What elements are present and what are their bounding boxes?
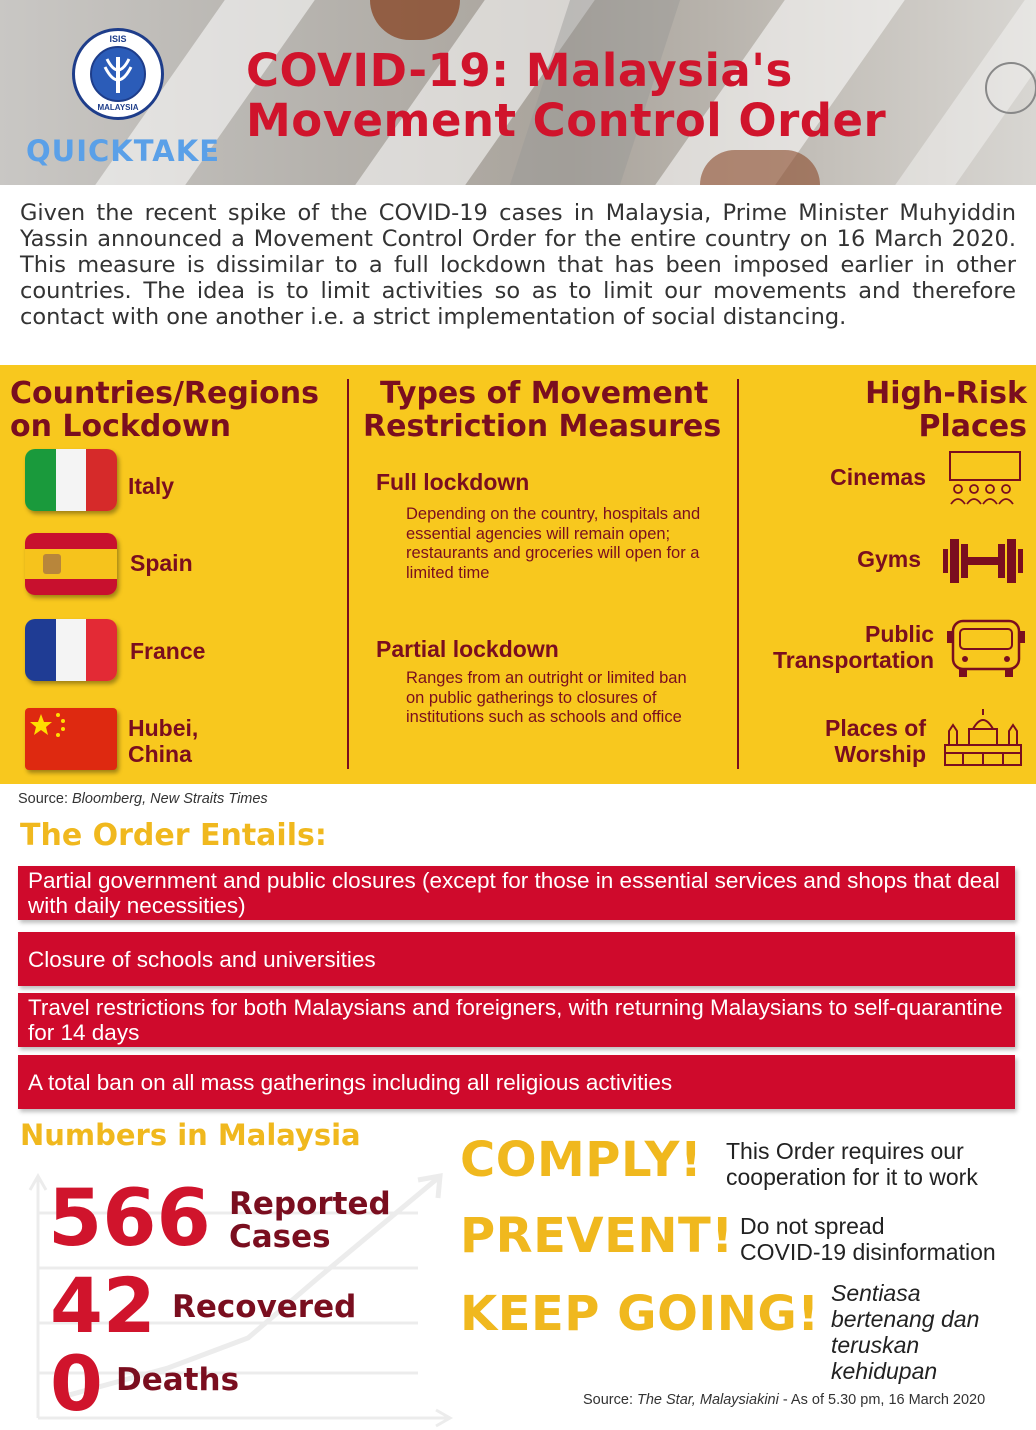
isis-logo [72,28,164,120]
order-entails-title: The Order Entails: [20,818,327,853]
reported-label-line1: Reported [229,1186,391,1222]
reported-label-line2: Cases [229,1219,331,1255]
places-heading-line1: High-Risk [865,376,1027,411]
order-item: Closure of schools and universities [18,932,1015,986]
source-text: Bloomberg, New Straits Times [72,791,268,807]
country-italy: Italy [128,473,175,499]
cinema-icon [944,449,1026,509]
country-spain: Spain [130,550,193,576]
intro-paragraph: Given the recent spike of the COVID-19 cases in Malaysia, Prime Minister Muhyiddin Yassin announced a Movement Control Order for the entire country on 16 March 2020. This measure is dissimilar to a full lockdown that has been imposed earlier in other countries. The idea is to limit activities so as to limit our movements and therefore contact with one another i.e. a strict implementation of social distancing. [20,200,1016,330]
page-title-line1: COVID-19: Malaysia's [246,44,793,97]
comply-desc-line1: This Order requires our [726,1138,964,1164]
place-gyms: Gyms [857,546,921,572]
place-public-line1: Public [864,621,934,647]
italy-flag-icon [25,449,117,511]
china-flag-icon [25,708,117,770]
measures-heading-line2: Restriction Measures [363,409,722,444]
keep-going-desc-line2: bertenang dan [831,1306,980,1332]
source2-suffix: - As of 5.30 pm, 16 March 2020 [778,1392,986,1408]
full-lockdown-title: Full lockdown [376,469,530,495]
lockdown-heading-line1: Countries/Regions [10,376,319,411]
keep-going-slogan: KEEP GOING! [460,1286,820,1342]
prevent-desc-line2: COVID-19 disinformation [740,1239,996,1265]
order-item: A total ban on all mass gatherings including all religious activities [18,1055,1015,1109]
reported-cases-value: 566 [48,1174,211,1264]
comply-slogan: COMPLY! [460,1132,703,1188]
country-hubei-line1: Hubei, [128,715,199,741]
places-heading-line2: Places [918,409,1027,444]
column-divider [737,379,739,769]
order-item: Travel restrictions for both Malaysians and foreigners, with returning Malaysians to self-quarantine for 14 days [18,993,1015,1047]
logo-bottom-text: MALAYSIA [97,103,139,112]
comply-desc-line2: cooperation for it to work [726,1164,978,1190]
keep-going-desc-line1: Sentiasa [831,1280,921,1306]
keep-going-desc-line3: teruskan [831,1332,920,1358]
partial-lockdown-desc: Ranges from an outright or limited ban on public gatherings to closures of institutions such as schools and office [406,669,687,726]
source2-italic: The Star, Malaysiakini [637,1392,779,1408]
dumbbell-icon [943,531,1023,591]
full-lockdown-desc: Depending on the country, hospitals and essential agencies will remain open; restaurants and groceries will open for a limited time [406,505,701,582]
france-flag-icon [25,619,117,681]
recovered-label: Recovered [172,1289,357,1325]
country-france: France [130,638,206,664]
keep-going-desc-line4: kehidupan [831,1358,938,1384]
info-panel [0,365,1036,784]
source-prefix: Source: [18,791,72,807]
spain-flag-icon [25,533,117,595]
source-note-2 [583,1392,985,1408]
numbers-title: Numbers in Malaysia [20,1118,361,1152]
place-cinemas: Cinemas [830,464,926,490]
recovered-value: 42 [50,1261,156,1350]
bus-icon [945,617,1027,681]
partial-lockdown-title: Partial lockdown [376,636,559,662]
column-divider [347,379,349,769]
measures-heading-line1: Types of Movement [380,376,709,411]
place-public-line2: Transportation [772,647,934,673]
source-note-1 [18,791,268,807]
prevent-desc-line1: Do not spread [740,1213,885,1239]
lockdown-heading-line2: on Lockdown [10,409,232,444]
quicktake-label: QUICKTAKE [26,134,221,168]
prevent-slogan: PREVENT! [460,1208,734,1264]
country-hubei-line2: China [128,741,192,767]
source2-prefix: Source: [583,1392,637,1408]
order-item: Partial government and public closures (except for those in essential services and shops that deal with daily necessities) [18,866,1015,920]
logo-top-text: ISIS [109,34,127,44]
deaths-label: Deaths [116,1362,240,1398]
place-worship-line2: Worship [834,741,926,767]
worship-icon [943,707,1023,767]
place-worship-line1: Places of [825,715,926,741]
deaths-value: 0 [50,1339,103,1428]
page-title-line2: Movement Control Order [246,94,887,147]
